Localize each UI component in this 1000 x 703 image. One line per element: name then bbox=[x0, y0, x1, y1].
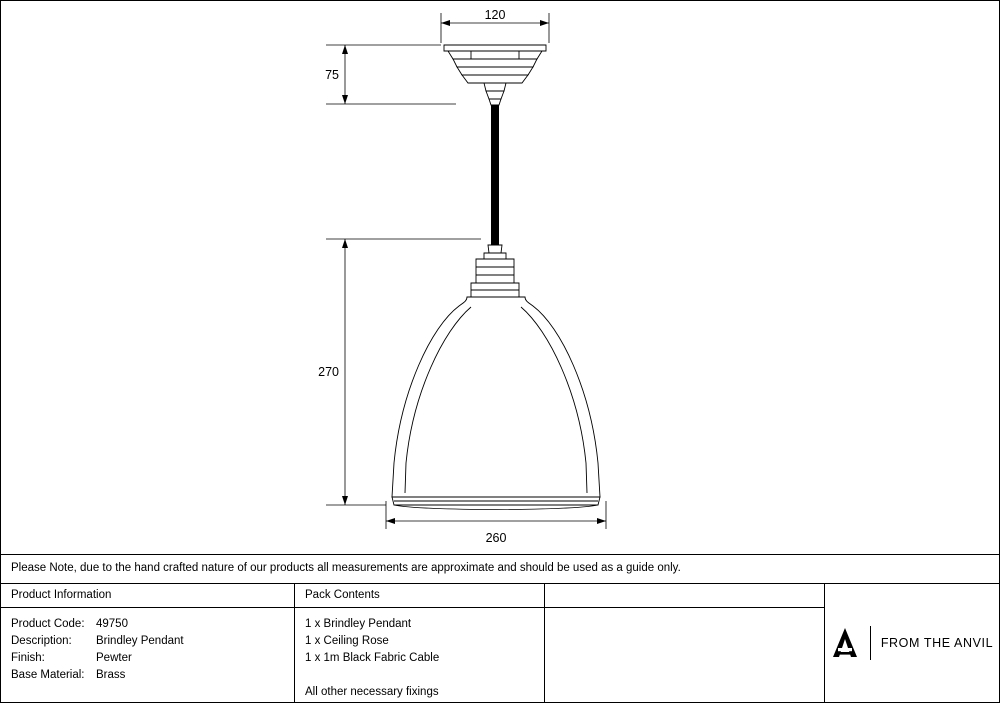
spec-value: Brindley Pendant bbox=[96, 635, 184, 647]
spec-row bbox=[11, 667, 294, 684]
dimension-shade-height bbox=[326, 239, 481, 505]
pack-footer-line: All other necessary fixings bbox=[305, 686, 439, 698]
spec-label: Product Code: bbox=[11, 618, 85, 630]
blank-column-header bbox=[545, 584, 824, 608]
pack-line: 1 x Ceiling Rose bbox=[305, 635, 389, 647]
spec-value: 49750 bbox=[96, 618, 128, 630]
fabric-cable bbox=[491, 105, 499, 245]
blank-column bbox=[545, 584, 825, 702]
measurement-note-strip bbox=[1, 554, 999, 583]
dimension-label-rose-height: 75 bbox=[325, 68, 339, 82]
lamp-holder bbox=[471, 245, 519, 297]
dimension-label-shade-height: 270 bbox=[318, 365, 339, 379]
spec-row bbox=[11, 616, 294, 633]
information-table bbox=[1, 583, 999, 702]
pack-line: 1 x Brindley Pendant bbox=[305, 618, 412, 630]
pendant-drawing bbox=[1, 1, 999, 554]
product-information-header: Product Information bbox=[1, 584, 294, 608]
logo-column bbox=[825, 584, 998, 702]
spec-label: Description: bbox=[11, 635, 72, 647]
measurement-note-text: Please Note, due to the hand crafted nature of our products all measurements are approximate and should be used as a guide only. bbox=[11, 562, 681, 575]
spec-row bbox=[11, 633, 294, 650]
pack-line: 1 x 1m Black Fabric Cable bbox=[305, 652, 440, 664]
dimension-label-top-width: 120 bbox=[484, 8, 506, 22]
spec-label: Base Material: bbox=[11, 669, 85, 681]
ceiling-rose bbox=[444, 45, 546, 105]
spec-value: Brass bbox=[96, 669, 126, 681]
pack-spacer bbox=[305, 667, 544, 684]
logo-text: FROM THE ANVIL bbox=[880, 636, 994, 650]
pack-contents-column bbox=[295, 584, 545, 702]
product-information-body bbox=[1, 608, 294, 684]
dimension-rose-height bbox=[326, 45, 456, 104]
pack-contents-body bbox=[295, 608, 544, 701]
product-information-column bbox=[1, 584, 295, 702]
spec-row bbox=[11, 650, 294, 667]
spec-value: Pewter bbox=[96, 652, 132, 664]
drawing-area bbox=[1, 1, 999, 554]
pack-contents-header: Pack Contents bbox=[295, 584, 544, 608]
spec-label: Finish: bbox=[11, 652, 45, 664]
brand-logo bbox=[825, 584, 998, 702]
logo-divider bbox=[870, 626, 871, 660]
anvil-a-icon bbox=[830, 626, 860, 660]
pendant-shade bbox=[392, 297, 600, 510]
dimension-label-shade-width: 260 bbox=[485, 531, 507, 545]
